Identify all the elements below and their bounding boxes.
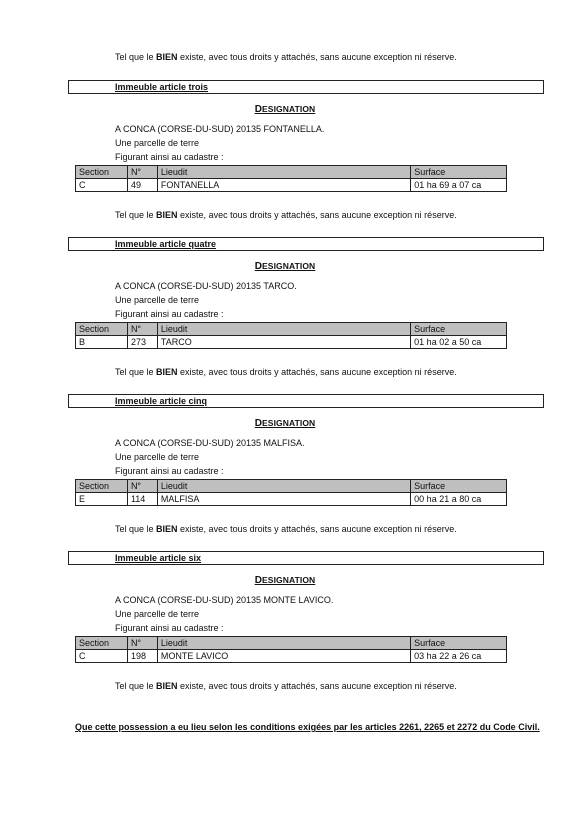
cell-number: 273	[127, 336, 157, 349]
table-row	[76, 336, 507, 349]
designation-title: DESIGNATION	[254, 261, 316, 272]
article-heading: Immeuble article six	[115, 553, 202, 563]
cell-section: C	[76, 179, 128, 192]
col-surface: Surface	[411, 637, 507, 650]
cadastre-intro: Figurant ainsi au cadastre :	[115, 623, 224, 633]
cell-surface: 01 ha 69 a 07 ca	[411, 179, 507, 192]
article-heading: Immeuble article cinq	[115, 396, 208, 406]
cell-section: B	[76, 336, 128, 349]
cell-number: 49	[127, 179, 157, 192]
parcel-line: Une parcelle de terre	[115, 609, 200, 619]
col-surface: Surface	[411, 480, 507, 493]
table-row	[76, 493, 507, 506]
closing-bold: BIEN	[156, 52, 178, 62]
col-number: N°	[127, 323, 157, 336]
designation-title: DESIGNATION	[254, 575, 316, 586]
cell-section: E	[76, 493, 128, 506]
address-line: A CONCA (CORSE-DU-SUD) 20135 MALFISA.	[115, 438, 305, 448]
cell-lieudit: FONTANELLA	[157, 179, 410, 192]
cadastre-table	[75, 636, 507, 663]
article-heading-box	[68, 237, 544, 251]
closing-post: existe, avec tous droits y attachés, sans aucune exception ni réserve.	[177, 52, 457, 62]
col-section: Section	[76, 323, 128, 336]
cadastre-intro: Figurant ainsi au cadastre :	[115, 466, 224, 476]
table-row	[76, 179, 507, 192]
cell-number: 114	[127, 493, 157, 506]
col-surface: Surface	[411, 323, 507, 336]
address-line: A CONCA (CORSE-DU-SUD) 20135 FONTANELLA.	[115, 124, 325, 134]
col-lieudit: Lieudit	[157, 480, 410, 493]
cell-lieudit: MONTE LAVICO	[157, 650, 410, 663]
cell-surface: 01 ha 02 a 50 ca	[411, 336, 507, 349]
cell-number: 198	[127, 650, 157, 663]
parcel-line: Une parcelle de terre	[115, 295, 200, 305]
cadastre-table	[75, 165, 507, 192]
parcel-line: Une parcelle de terre	[115, 138, 200, 148]
closing-statement: Tel que le BIEN existe, avec tous droits y attachés, sans aucune exception ni réserve.	[115, 681, 457, 691]
cadastre-table	[75, 479, 507, 506]
cadastre-table-header	[76, 166, 507, 179]
col-number: N°	[127, 637, 157, 650]
col-lieudit: Lieudit	[157, 166, 410, 179]
cadastre-intro: Figurant ainsi au cadastre :	[115, 152, 224, 162]
col-lieudit: Lieudit	[157, 323, 410, 336]
closing-statement: Tel que le BIEN existe, avec tous droits y attachés, sans aucune exception ni réserve.	[115, 210, 457, 220]
article-heading: Immeuble article trois	[115, 82, 209, 92]
col-section: Section	[76, 166, 128, 179]
col-section: Section	[76, 637, 128, 650]
cadastre-intro: Figurant ainsi au cadastre :	[115, 309, 224, 319]
article-heading: Immeuble article quatre	[115, 239, 217, 249]
designation-title: DESIGNATION	[254, 418, 316, 429]
col-number: N°	[127, 166, 157, 179]
table-row	[76, 650, 507, 663]
cadastre-table-header	[76, 323, 507, 336]
col-surface: Surface	[411, 166, 507, 179]
cell-surface: 03 ha 22 a 26 ca	[411, 650, 507, 663]
closing-pre: Tel que le	[115, 52, 157, 62]
address-line: A CONCA (CORSE-DU-SUD) 20135 TARCO.	[115, 281, 297, 291]
article-heading-box	[68, 551, 544, 565]
cell-surface: 00 ha 21 a 80 ca	[411, 493, 507, 506]
cell-lieudit: TARCO	[157, 336, 410, 349]
cell-lieudit: MALFISA	[157, 493, 410, 506]
parcel-line: Une parcelle de terre	[115, 452, 200, 462]
closing-statement	[115, 52, 457, 62]
cell-section: C	[76, 650, 128, 663]
col-number: N°	[127, 480, 157, 493]
col-section: Section	[76, 480, 128, 493]
article-heading-box	[68, 394, 544, 408]
address-line: A CONCA (CORSE-DU-SUD) 20135 MONTE LAVICO.	[115, 595, 334, 605]
cadastre-table-header	[76, 480, 507, 493]
cadastre-table-header	[76, 637, 507, 650]
article-heading-box	[68, 80, 544, 94]
conclusion-paragraph: Que cette possession a eu lieu selon les conditions exigées par les articles 2261, 2265 et 2272 du Code Civil.	[75, 722, 540, 732]
closing-statement: Tel que le BIEN existe, avec tous droits y attachés, sans aucune exception ni réserve.	[115, 524, 457, 534]
designation-title: DESIGNATION	[254, 104, 316, 115]
closing-statement: Tel que le BIEN existe, avec tous droits y attachés, sans aucune exception ni réserve.	[115, 367, 457, 377]
cadastre-table	[75, 322, 507, 349]
col-lieudit: Lieudit	[157, 637, 410, 650]
